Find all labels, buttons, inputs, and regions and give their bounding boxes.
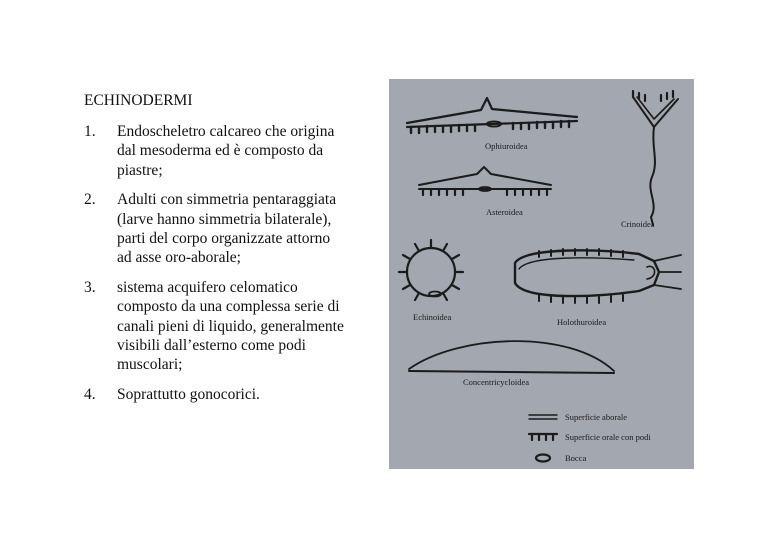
crinoidea-drawing bbox=[633, 91, 678, 225]
echinoderm-body-plans-figure bbox=[389, 79, 694, 469]
ophiuroidea-drawing bbox=[407, 98, 577, 133]
item-text: Endoscheletro calcareo che origina dal mesoderma ed è composto da piastre; bbox=[117, 123, 335, 179]
label-holothuroidea: Holothuroidea bbox=[557, 317, 607, 327]
asteroidea-drawing bbox=[419, 167, 551, 195]
text-block bbox=[84, 91, 374, 414]
holothuroidea-drawing bbox=[515, 249, 681, 303]
list-item bbox=[84, 190, 374, 268]
item-text: Adulti con simmetria pentaraggiata (larve hanno simmetria bilaterale), parti del corpo organizzate attorno ad asse oro-aborale; bbox=[117, 191, 337, 267]
legend-mouth: Bocca bbox=[565, 453, 587, 463]
legend-oral: Superficie orale con podi bbox=[565, 432, 651, 442]
item-text: sistema acquifero celomatico composto da una complessa serie di canali pieni di liquido, generalmente visibili dall’esterno come podi muscolari; bbox=[117, 278, 344, 374]
label-echinoidea: Echinoidea bbox=[413, 312, 452, 322]
item-number: 2. bbox=[84, 191, 96, 209]
label-crinoidea: Crinoidea bbox=[621, 219, 655, 229]
concentricycloidea-drawing bbox=[409, 341, 614, 373]
label-ophiuroidea: Ophiuroidea bbox=[485, 141, 528, 151]
echinoidea-drawing bbox=[399, 240, 463, 300]
item-number: 4. bbox=[84, 385, 96, 403]
list-item bbox=[84, 278, 374, 375]
legend-symbols bbox=[529, 415, 557, 462]
item-text: Soprattutto gonocorici. bbox=[117, 385, 260, 403]
label-asteroidea: Asteroidea bbox=[486, 207, 523, 217]
label-concentricycloidea: Concentricycloidea bbox=[463, 377, 530, 387]
legend-aboral: Superficie aborale bbox=[565, 412, 628, 422]
list-item bbox=[84, 385, 374, 404]
item-number: 1. bbox=[84, 123, 96, 140]
slide-title: ECHINODERMI bbox=[84, 92, 193, 109]
item-number: 3. bbox=[84, 278, 96, 296]
list-item bbox=[84, 122, 374, 180]
